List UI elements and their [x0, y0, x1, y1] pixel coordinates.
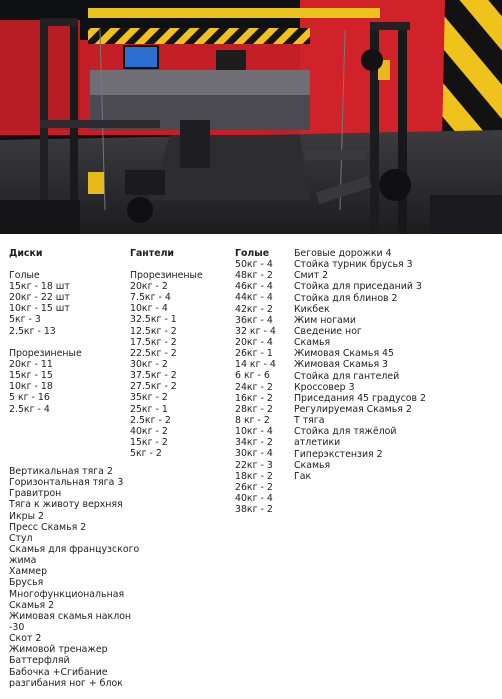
list-item: 26кг - 1 — [235, 348, 273, 360]
list-item: Жимовая скамья наклон — [9, 610, 132, 622]
list-item: Вертикальная тяга 2 — [9, 466, 113, 477]
list-item: Скот 2 — [9, 633, 42, 645]
list-item: -30 — [9, 621, 25, 633]
list-item: Пресс Скамья 2 — [9, 521, 87, 533]
list-item: 2.5кг - 2 — [130, 414, 171, 426]
list-item: 20кг - 11 — [9, 359, 53, 370]
list-item: Тяга к животу верхняя — [9, 499, 123, 511]
list-item: Гравитрон — [9, 488, 62, 500]
list-item: Стойка для гантелей — [294, 370, 400, 382]
list-item: 27.5кг - 2 — [130, 381, 177, 393]
list-item: 28кг - 2 — [235, 403, 273, 415]
list-item: 16кг - 2 — [235, 392, 273, 404]
list-item: 10кг - 4 — [235, 426, 273, 438]
list-item: Стойка для приседаний 3 — [294, 281, 422, 293]
list-item: Многофункциональная — [9, 588, 125, 600]
list-item: 20кг - 22 шт — [9, 292, 70, 304]
list-item: 2.5кг - 13 — [9, 325, 56, 337]
list-item: Стойка турник брусья 3 — [294, 259, 413, 271]
list-item: Регулируемая Скамья 2 — [294, 403, 412, 415]
list-item: жима — [9, 555, 37, 567]
list-item: 12.5кг - 2 — [130, 325, 177, 337]
list-item: Скамья для французского — [9, 543, 140, 555]
list-item: 36кг - 4 — [235, 314, 273, 326]
list-item: 10кг - 4 — [130, 303, 168, 315]
list-item: Жимовая Скамья 45 — [294, 348, 394, 360]
list-item: Хаммер — [9, 566, 48, 578]
list-item: 18кг - 2 — [235, 470, 273, 482]
list-item: 42кг - 2 — [235, 303, 273, 315]
list-item: Скамья — [294, 337, 331, 349]
list-item: 7.5кг - 4 — [130, 292, 171, 304]
list-item: 24кг - 2 — [235, 381, 273, 393]
list-item: Скамья — [294, 459, 331, 471]
list-item: 2.5кг - 4 — [9, 403, 50, 415]
list-item: 37.5кг - 2 — [130, 370, 177, 382]
list-item: 50кг - 4 — [235, 259, 273, 270]
list-item: 48кг - 2 — [235, 270, 273, 282]
list-item: 17.5кг - 2 — [130, 336, 177, 348]
list-item: 30кг - 2 — [130, 358, 168, 370]
list-item: 46кг - 4 — [235, 281, 273, 293]
list-item: 32 кг - 4 — [235, 325, 276, 337]
dumbbells-title: Гантели — [130, 248, 175, 259]
list-item: 40кг - 4 — [235, 492, 273, 504]
list-item: Жим ногами — [294, 314, 356, 326]
list-item: Стул — [9, 532, 33, 544]
list-item: 22.5кг - 2 — [130, 347, 177, 359]
list-item: Жимовая Скамья 3 — [294, 359, 389, 371]
list-item: Бабочка +Сгибание — [9, 666, 108, 678]
list-item: Скамья 2 — [9, 599, 55, 611]
list-item: 22кг - 3 — [235, 459, 273, 471]
list-item: 25кг - 1 — [130, 403, 168, 415]
equipment-right-list — [294, 248, 426, 482]
list-item: 40кг - 2 — [130, 425, 168, 437]
list-item: Стойка для блинов 2 — [294, 292, 398, 304]
list-item: 10кг - 15 шт — [9, 303, 70, 315]
dumbbells-list — [130, 281, 177, 459]
list-item: 44кг - 4 — [235, 292, 273, 304]
list-item: Икры 2 — [9, 510, 44, 522]
list-item: Стойка для тяжёлой — [294, 426, 397, 438]
list-item: 10кг - 18 — [9, 381, 53, 393]
list-item: 38кг - 2 — [235, 504, 273, 516]
disks-bare-title: Голые — [9, 270, 40, 281]
list-item: Кикбек — [294, 303, 330, 315]
disks-title: Диски — [9, 248, 43, 259]
list-item: 35кг - 2 — [130, 392, 168, 404]
list-item: 30кг - 4 — [235, 448, 273, 460]
equipment-left-list — [9, 466, 139, 689]
list-item: 20кг - 2 — [130, 281, 168, 292]
list-item: 5кг - 2 — [130, 448, 162, 460]
bare-list — [235, 259, 276, 515]
list-item: 34кг - 2 — [235, 437, 273, 449]
list-item: Брусья — [9, 577, 44, 589]
list-item: 15кг - 15 — [9, 370, 53, 382]
list-item: Гиперэкстензия 2 — [294, 448, 383, 460]
list-item: разгибания ног + блок — [9, 677, 123, 689]
list-item: 8 кг - 2 — [235, 414, 270, 426]
dumbbells-subtitle: Прорезиненые — [130, 270, 203, 281]
list-item: 6 кг - 6 — [235, 370, 270, 382]
disks-bare-list — [9, 281, 70, 337]
list-item: Горизонтальная тяга 3 — [9, 477, 124, 489]
list-item: 26кг - 2 — [235, 481, 273, 493]
list-item: Смит 2 — [294, 270, 329, 282]
list-item: Баттерфляй — [9, 655, 70, 667]
list-item: 15кг - 2 — [130, 436, 168, 448]
disks-rubber-list — [9, 359, 53, 415]
list-item: 32.5кг - 1 — [130, 314, 177, 326]
list-item: Беговые дорожки 4 — [294, 248, 392, 259]
list-item: 15кг - 18 шт — [9, 281, 70, 292]
list-item: Приседания 45 градусов 2 — [294, 392, 427, 404]
list-item: Жимовой тренажер — [9, 644, 108, 656]
list-item: Т тяга — [294, 415, 325, 427]
list-item: 5 кг - 16 — [9, 392, 50, 404]
disks-rubber-title: Прорезиненые — [9, 348, 82, 359]
list-item: атлетики — [294, 437, 341, 449]
list-item: 5кг - 3 — [9, 314, 41, 326]
gym-photo — [0, 0, 502, 234]
list-item: 14 кг - 4 — [235, 359, 276, 371]
list-item: Гак — [294, 470, 312, 482]
list-item: Сведение ног — [294, 325, 362, 337]
list-item: Кроссовер 3 — [294, 381, 355, 393]
bare-title: Голые — [235, 248, 270, 259]
list-item: 20кг - 4 — [235, 336, 273, 348]
